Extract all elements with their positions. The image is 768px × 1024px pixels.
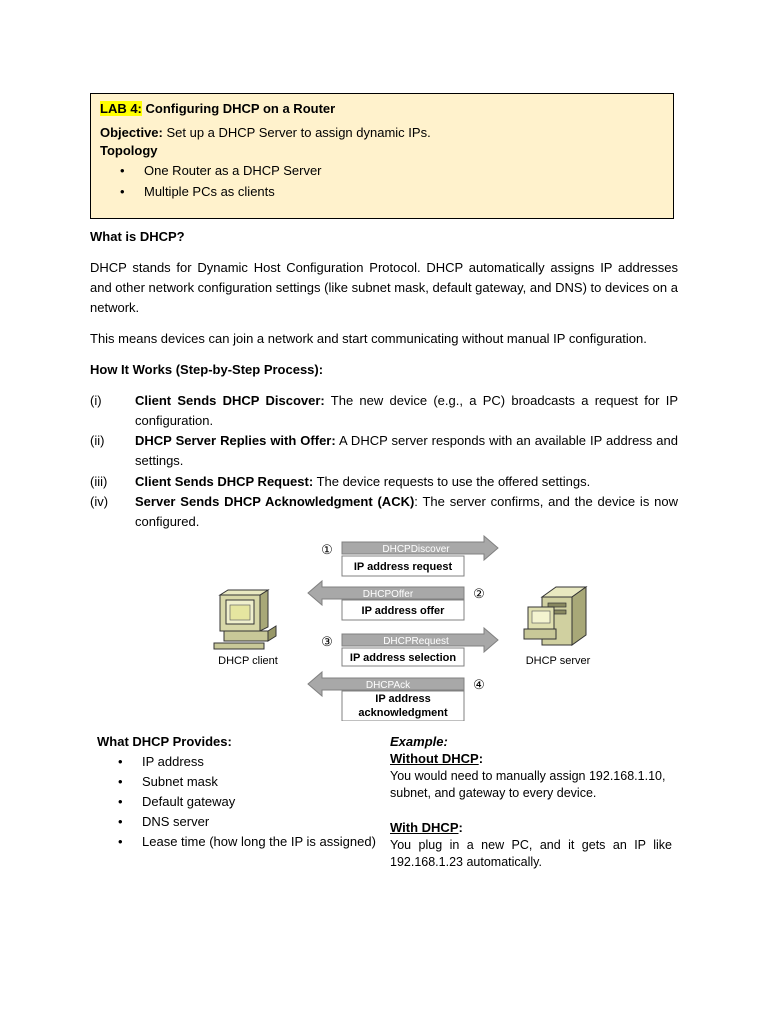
bullet-icon: • xyxy=(118,754,123,769)
provides-item-text: Default gateway xyxy=(142,794,236,809)
dhcp-diagram xyxy=(208,535,600,721)
objective-line xyxy=(100,123,664,141)
step-title: Client Sends DHCP Request: xyxy=(135,474,314,489)
objective-text: Set up a DHCP Server to assign dynamic IPs. xyxy=(162,125,431,140)
message-desc: acknowledgment xyxy=(358,707,448,719)
step-number: (ii) xyxy=(90,433,105,448)
without-label: Without DHCP xyxy=(390,751,479,766)
provides-item xyxy=(90,792,380,812)
with-heading xyxy=(390,819,672,837)
what-is-heading: What is DHCP? xyxy=(90,229,185,244)
lab-number: LAB 4: xyxy=(100,101,142,116)
step-desc: A DHCP server responds with an available IP address and settings. xyxy=(135,433,678,468)
bullet-icon: • xyxy=(120,184,125,199)
without-text: You would need to manually assign 192.168.1.10, subnet, and gateway to every device. xyxy=(390,769,666,800)
provides-item-text: Subnet mask xyxy=(142,774,218,789)
step-desc: : The server confirms, and the device is now configured. xyxy=(135,494,678,529)
topology-item-text: Multiple PCs as clients xyxy=(144,184,275,199)
message-name: DHCPAck xyxy=(365,680,411,691)
bullet-icon: • xyxy=(118,814,123,829)
step-text xyxy=(135,472,678,492)
message-request xyxy=(321,628,498,666)
lab-title xyxy=(100,99,664,121)
provides-item xyxy=(90,812,380,832)
with-colon: : xyxy=(458,820,463,835)
what-is-para1: DHCP stands for Dynamic Host Configuration Protocol. DHCP automatically assigns IP addresses and other network configuration settings (like subnet mask, default gateway, and DNS) to devices on a network. xyxy=(90,260,678,315)
message-discover xyxy=(321,536,498,576)
message-desc: IP address offer xyxy=(361,605,445,617)
server-computer-icon xyxy=(524,587,586,645)
message-name: DHCPDiscover xyxy=(382,544,450,555)
provides-item-text: Lease time (how long the IP is assigned) xyxy=(142,834,376,849)
step-marker: ① xyxy=(321,542,333,557)
bullet-icon: • xyxy=(118,774,123,789)
client-label: DHCP client xyxy=(218,655,278,667)
topology-label: Topology xyxy=(100,143,158,158)
topology-item xyxy=(100,161,664,182)
without-heading xyxy=(390,750,672,768)
objective-label: Objective: xyxy=(100,125,163,140)
example-column xyxy=(390,732,672,871)
client-computer-icon xyxy=(214,590,276,649)
server-label: DHCP server xyxy=(525,655,591,667)
message-ack xyxy=(308,672,485,721)
message-desc: IP address xyxy=(375,693,431,705)
topology-item-text: One Router as a DHCP Server xyxy=(144,163,322,178)
step-text xyxy=(135,431,678,471)
example-heading: Example: xyxy=(390,734,448,749)
with-label: With DHCP xyxy=(390,820,459,835)
step-marker: ② xyxy=(473,586,485,601)
step-number: (iii) xyxy=(90,474,108,489)
step-text xyxy=(135,492,678,532)
lab-title-text: Configuring DHCP on a Router xyxy=(141,101,336,116)
provides-column xyxy=(90,732,380,852)
message-desc: IP address request xyxy=(353,561,453,573)
message-name: DHCPOffer xyxy=(362,589,414,600)
without-colon: : xyxy=(478,751,484,766)
provides-item xyxy=(90,832,380,852)
step-desc: The new device (e.g., a PC) broadcasts a request for IP configuration. xyxy=(135,393,679,428)
provides-item xyxy=(90,772,380,792)
step-number: (iv) xyxy=(90,494,109,509)
message-offer xyxy=(308,581,485,620)
with-text: You plug in a new PC, and it gets an IP like 192.168.1.23 automatically. xyxy=(390,838,672,869)
how-heading: How It Works (Step-by-Step Process): xyxy=(90,362,324,377)
step-marker: ③ xyxy=(321,634,333,649)
step-marker: ④ xyxy=(473,677,485,692)
message-desc: IP address selection xyxy=(349,652,457,664)
bullet-icon: • xyxy=(120,163,125,178)
message-name: DHCPRequest xyxy=(383,636,449,647)
step-number: (i) xyxy=(90,393,102,408)
provides-item xyxy=(90,752,380,772)
bullet-icon: • xyxy=(118,794,123,809)
step-title: Client Sends DHCP Discover: xyxy=(135,393,325,408)
what-is-para2: This means devices can join a network and start communicating without manual IP configuration. xyxy=(90,331,647,346)
lab-info-box xyxy=(90,93,674,219)
step-title: Server Sends DHCP Acknowledgment (ACK) xyxy=(135,494,415,509)
step-title: DHCP Server Replies with Offer: xyxy=(135,433,336,448)
bullet-icon: • xyxy=(118,834,123,849)
topology-item xyxy=(100,182,664,203)
provides-heading: What DHCP Provides: xyxy=(97,734,232,749)
step-text xyxy=(135,391,678,431)
provides-item-text: DNS server xyxy=(142,814,210,829)
step-desc: The device requests to use the offered settings. xyxy=(313,474,591,489)
provides-item-text: IP address xyxy=(142,754,204,769)
